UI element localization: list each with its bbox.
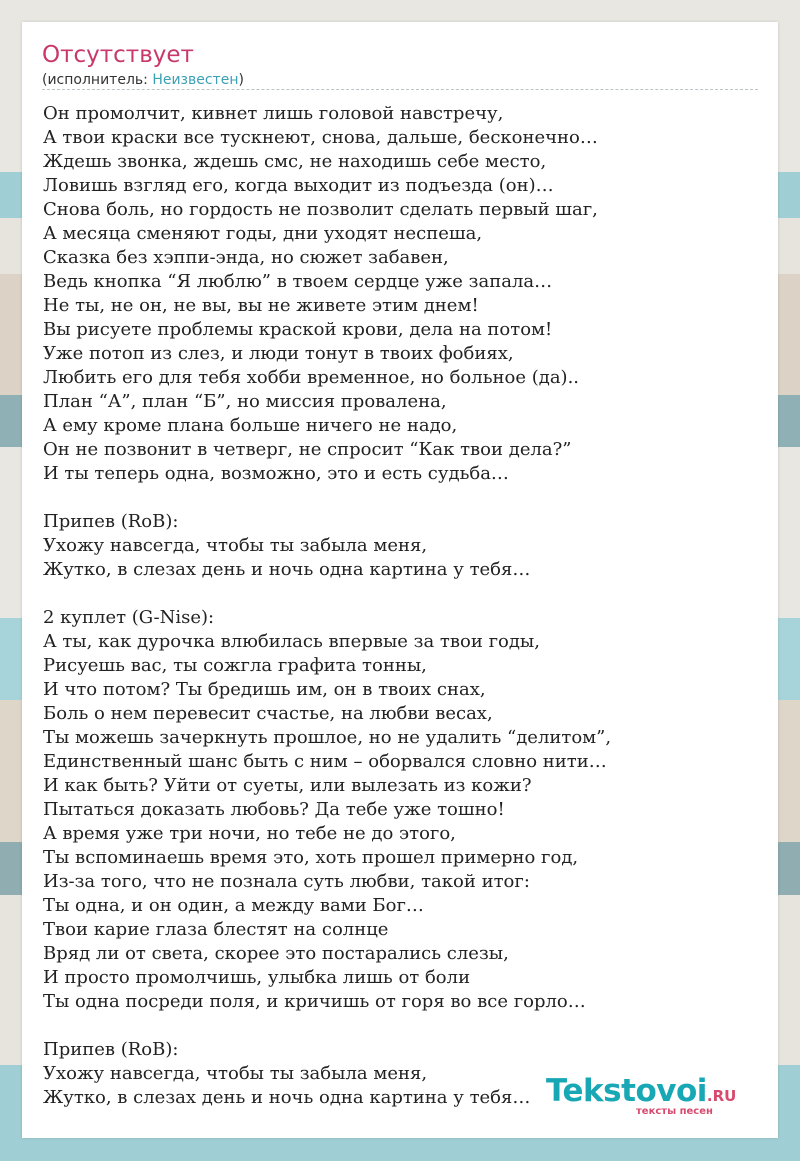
lyric-line: Ты вспоминаешь время это, хоть прошел примерно год,	[43, 847, 579, 868]
lyric-line: И что потом? Ты бредишь им, он в твоих снах,	[43, 679, 486, 700]
lyric-line: И как быть? Уйти от суеты, или вылезать из кожи?	[43, 775, 532, 796]
artist-link[interactable]: Неизвестен	[152, 72, 239, 88]
site-logo[interactable]	[546, 1073, 736, 1109]
lyric-line: Вряд ли от света, скорее это постарались слезы,	[43, 943, 509, 964]
lyric-line: Ты одна, и он один, а между вами Бог…	[43, 895, 424, 916]
lyric-line: Жутко, в слезах день и ночь одна картина у тебя…	[43, 1087, 531, 1108]
lyric-line: Ведь кнопка “Я люблю” в твоем сердце уже запала…	[43, 271, 553, 292]
lyric-line: Уже потоп из слез, и люди тонут в твоих фобиях,	[43, 343, 514, 364]
lyric-line: План “А”, план “Б”, но миссия провалена,	[43, 391, 447, 412]
lyric-line: А месяца сменяют годы, дни уходят неспеша,	[43, 223, 483, 244]
lyric-line: Жутко, в слезах день и ночь одна картина у тебя…	[43, 559, 531, 580]
artist-suffix: )	[238, 72, 244, 88]
lyric-line: Вы рисуете проблемы краской крови, дела на потом!	[43, 319, 553, 340]
lyric-line: Рисуешь вас, ты сожгла графита тонны,	[43, 655, 427, 676]
lyric-line: Сказка без хэппи-энда, но сюжет забавен,	[43, 247, 449, 268]
logo-name: Tekstovoi	[546, 1073, 707, 1109]
lyric-line: 2 куплет (G-Nise):	[43, 607, 215, 628]
artist-prefix: (исполнитель:	[42, 72, 153, 88]
lyric-line: А ты, как дурочка влюбилась впервые за твои годы,	[43, 631, 540, 652]
lyric-line: Твои карие глаза блестят на солнце	[43, 919, 389, 940]
lyric-line	[43, 1014, 763, 1038]
lyric-line: Он промолчит, кивнет лишь головой навстречу,	[43, 103, 504, 124]
lyrics-text	[43, 102, 763, 1110]
lyrics-card	[22, 22, 778, 1138]
lyric-line: Снова боль, но гордость не позволит сделать первый шаг,	[43, 199, 598, 220]
lyric-line: А твои краски все тускнеют, снова, дальше, бесконечно…	[43, 127, 598, 148]
lyric-line: Боль о нем перевесит счастье, на любви весах,	[43, 703, 493, 724]
logo-tagline: тексты песен	[636, 1106, 713, 1117]
lyric-line: Ухожу навсегда, чтобы ты забыла меня,	[43, 535, 428, 556]
title-divider	[42, 89, 758, 90]
lyric-line: А ему кроме плана больше ничего не надо,	[43, 415, 458, 436]
lyric-line: И ты теперь одна, возможно, это и есть судьба…	[43, 463, 509, 484]
artist-line	[42, 72, 244, 88]
lyric-line: Ловишь взгляд его, когда выходит из подъезда (он)…	[43, 175, 554, 196]
lyric-line	[43, 582, 763, 606]
lyric-line: Ты можешь зачеркнуть прошлое, но не удалить “делитом”,	[43, 727, 612, 748]
lyric-line: Ты одна посреди поля, и кричишь от горя во все горло…	[43, 991, 586, 1012]
lyric-line: А время уже три ночи, но тебе не до этого,	[43, 823, 456, 844]
lyric-line: Из-за того, что не познала суть любви, такой итог:	[43, 871, 530, 892]
lyric-line: Ухожу навсегда, чтобы ты забыла меня,	[43, 1063, 428, 1084]
lyric-line: Не ты, не он, не вы, вы не живете этим днем!	[43, 295, 479, 316]
lyric-line: Любить его для тебя хобби временное, но больное (да)..	[43, 367, 580, 388]
song-title: Отсутствует	[42, 42, 194, 68]
lyric-line: Он не позвонит в четверг, не спросит “Как твои дела?”	[43, 439, 572, 460]
logo-tld: .RU	[706, 1087, 737, 1105]
lyric-line: Припев (RoB):	[43, 511, 179, 532]
lyric-line: Припев (RoB):	[43, 1039, 179, 1060]
lyric-line: И просто промолчишь, улыбка лишь от боли	[43, 967, 471, 988]
lyric-line: Пытаться доказать любовь? Да тебе уже тошно!	[43, 799, 505, 820]
lyric-line	[43, 486, 763, 510]
lyric-line: Единственный шанс быть с ним – оборвался словно нити…	[43, 751, 607, 772]
lyric-line: Ждешь звонка, ждешь смс, не находишь себе место,	[43, 151, 547, 172]
